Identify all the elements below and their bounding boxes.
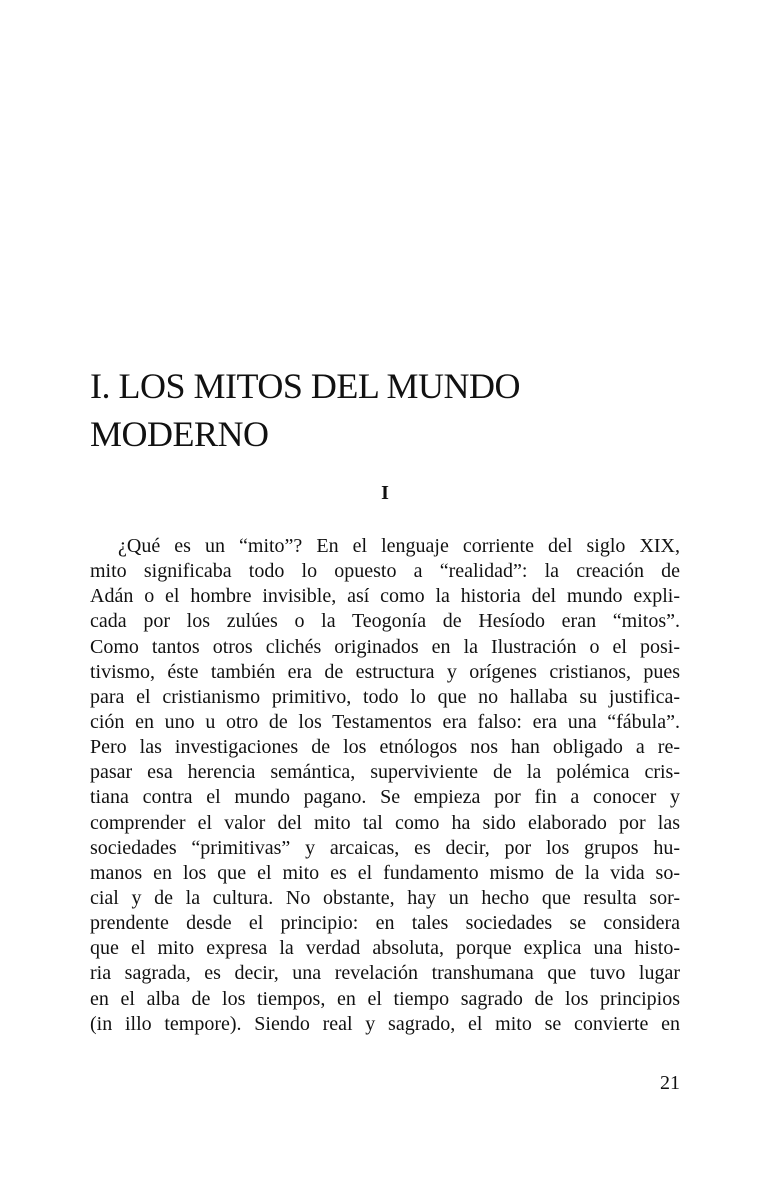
- text-line: tivismo, éste también era de estructura y orígenes cristianos, pues: [90, 660, 680, 683]
- text-line: que el mito expresa la verdad absoluta, porque explica una histo-: [90, 937, 680, 960]
- text-line: ¿Qué es un “mito”? En el lenguaje corriente del siglo XIX,: [118, 535, 680, 557]
- text-line: para el cristianismo primitivo, todo lo que no hallaba su justifica-: [90, 685, 680, 708]
- text-line: (in illo tempore). Siendo real y sagrado, el mito se convierte en: [90, 1012, 680, 1035]
- body-paragraph: [90, 534, 680, 1037]
- text-line: manos en los que el mito es el fundamento mismo de la vida so-: [90, 861, 680, 884]
- text-line: en el alba de los tiempos, en el tiempo sagrado de los principios: [90, 987, 680, 1010]
- text-line: Como tantos otros clichés originados en la Ilustración o el posi-: [90, 635, 680, 658]
- text-line: prendente desde el principio: en tales sociedades se considera: [90, 912, 680, 935]
- text-line: Pero las investigaciones de los etnólogos nos han obligado a re-: [90, 736, 680, 759]
- section-heading: I: [381, 482, 389, 504]
- text-line: pasar esa herencia semántica, superviviente de la polémica cris-: [90, 761, 680, 784]
- text-line: comprender el valor del mito tal como ha sido elaborado por las: [90, 811, 680, 834]
- text-line: tiana contra el mundo pagano. Se empieza por fin a conocer y: [90, 786, 680, 809]
- chapter-title-line: MODERNO: [90, 414, 269, 455]
- chapter-title-line: I. LOS MITOS DEL MUNDO: [90, 366, 520, 407]
- text-line: cial y de la cultura. No obstante, hay un hecho que resulta sor-: [90, 886, 680, 909]
- text-line: ción en uno u otro de los Testamentos era falso: era una “fábula”.: [90, 710, 680, 733]
- chapter-title: [90, 362, 690, 458]
- text-line: ria sagrada, es decir, una revelación transhumana que tuvo lugar: [90, 962, 680, 985]
- text-line: Adán o el hombre invisible, así como la historia del mundo expli-: [90, 585, 680, 608]
- text-line: mito significaba todo lo opuesto a “realidad”: la creación de: [90, 560, 680, 583]
- text-line: sociedades “primitivas” y arcaicas, es decir, por los grupos hu-: [90, 836, 680, 859]
- text-line: cada por los zulúes o la Teogonía de Hesíodo eran “mitos”.: [90, 610, 680, 633]
- page-number: 21: [660, 1072, 680, 1094]
